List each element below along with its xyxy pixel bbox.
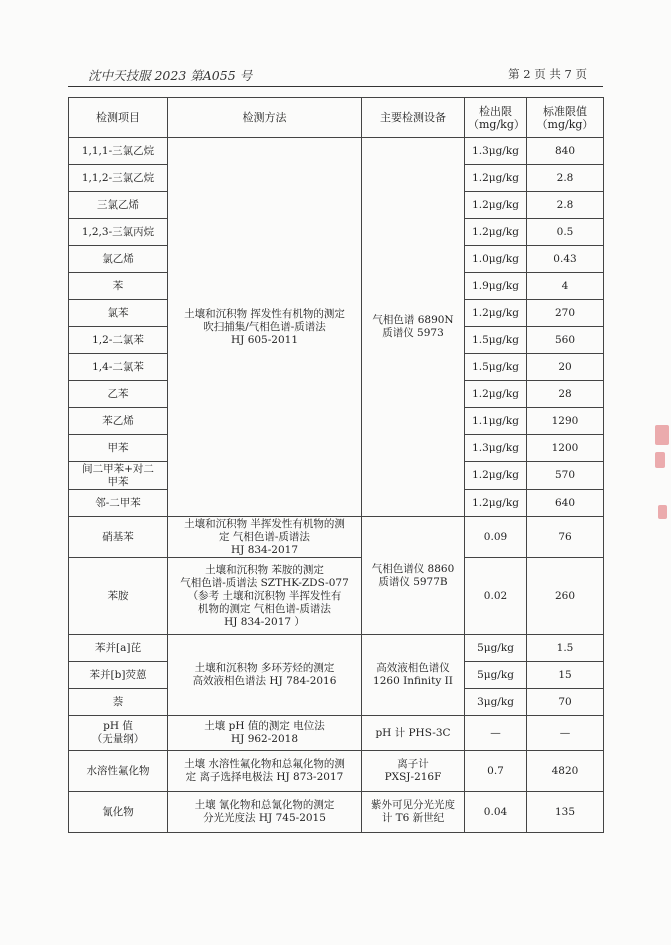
test-methods-table [68, 97, 604, 833]
seal-stamp-fragment [655, 425, 669, 445]
col-header-detection-limit: 检出限 （mg/kg） [465, 98, 527, 138]
standard-limit-cell: 15 [527, 662, 604, 689]
detection-limit-cell: 3μg/kg [465, 689, 527, 716]
detection-limit-cell: 1.2μg/kg [465, 381, 527, 408]
standard-limit-cell: 1200 [527, 435, 604, 462]
col-header-item: 检测项目 [69, 98, 168, 138]
standard-limit-cell: 840 [527, 138, 604, 165]
standard-limit-cell: 135 [527, 792, 604, 833]
item-cell: 甲苯 [69, 435, 168, 462]
equipment-cell: 高效液相色谱仪 1260 Infinity II [362, 635, 465, 716]
detection-limit-cell: 1.3μg/kg [465, 435, 527, 462]
detection-limit-cell: 1.5μg/kg [465, 354, 527, 381]
standard-limit-cell: — [527, 716, 604, 751]
equipment-cell: 气相色谱仪 8860 质谱仪 5977B [362, 517, 465, 635]
equipment-cell: 气相色谱 6890N 质谱仪 5973 [362, 138, 465, 517]
equipment-cell: 紫外可见分光光度 计 T6 新世纪 [362, 792, 465, 833]
col-header-equipment: 主要检测设备 [362, 98, 465, 138]
table-row [69, 792, 604, 833]
header-divider [68, 86, 603, 87]
item-cell: 硝基苯 [69, 517, 168, 558]
detection-limit-cell: 1.2μg/kg [465, 462, 527, 490]
equipment-cell: 离子计 PXSJ-216F [362, 751, 465, 792]
standard-limit-cell: 560 [527, 327, 604, 354]
detection-limit-cell: 1.2μg/kg [465, 219, 527, 246]
detection-limit-cell: 0.09 [465, 517, 527, 558]
standard-limit-cell: 1.5 [527, 635, 604, 662]
table-row [69, 716, 604, 751]
item-cell: 1,2,3-三氯丙烷 [69, 219, 168, 246]
item-cell: 氯乙烯 [69, 246, 168, 273]
detection-limit-cell: 1.9μg/kg [465, 273, 527, 300]
item-cell: 1,1,2-三氯乙烷 [69, 165, 168, 192]
item-cell: 氯苯 [69, 300, 168, 327]
standard-limit-cell: 76 [527, 517, 604, 558]
detection-limit-cell: 1.1μg/kg [465, 408, 527, 435]
method-cell: 土壤和沉积物 苯胺的测定 气相色谱-质谱法 SZTHK-ZDS-077 （参考 土壤和沉积物 半挥发性有 机物的测定 气相色谱-质谱法 HJ 834-2017 ） [168, 558, 362, 635]
item-cell: 苯胺 [69, 558, 168, 635]
item-cell: 氰化物 [69, 792, 168, 833]
method-cell: 土壤和沉积物 挥发性有机物的测定 吹扫捕集/气相色谱-质谱法 HJ 605-2011 [168, 138, 362, 517]
item-cell: 乙苯 [69, 381, 168, 408]
table-row [69, 635, 604, 662]
page-info: 第 2 页 共 7 页 [508, 67, 587, 81]
standard-limit-cell: 2.8 [527, 165, 604, 192]
standard-limit-cell: 2.8 [527, 192, 604, 219]
detection-limit-cell: 1.3μg/kg [465, 138, 527, 165]
standard-limit-cell: 570 [527, 462, 604, 490]
item-cell: 1,4-二氯苯 [69, 354, 168, 381]
item-cell: pH 值 （无量纲） [69, 716, 168, 751]
table-row [69, 138, 604, 165]
standard-limit-cell: 4820 [527, 751, 604, 792]
item-cell: 间二甲苯+对二 甲苯 [69, 462, 168, 490]
standard-limit-cell: 0.5 [527, 219, 604, 246]
detection-limit-cell: 1.0μg/kg [465, 246, 527, 273]
detection-limit-cell: 1.5μg/kg [465, 327, 527, 354]
detection-limit-cell: 5μg/kg [465, 635, 527, 662]
table-row [69, 751, 604, 792]
equipment-cell: pH 计 PHS-3C [362, 716, 465, 751]
detection-limit-cell: 5μg/kg [465, 662, 527, 689]
standard-limit-cell: 640 [527, 490, 604, 517]
method-cell: 土壤 氰化物和总氰化物的测定 分光光度法 HJ 745-2015 [168, 792, 362, 833]
standard-limit-cell: 1290 [527, 408, 604, 435]
standard-limit-cell: 270 [527, 300, 604, 327]
item-cell: 水溶性氟化物 [69, 751, 168, 792]
item-cell: 萘 [69, 689, 168, 716]
method-cell: 土壤 pH 值的测定 电位法 HJ 962-2018 [168, 716, 362, 751]
table-row [69, 517, 604, 558]
method-cell: 土壤和沉积物 半挥发性有机物的测 定 气相色谱-质谱法 HJ 834-2017 [168, 517, 362, 558]
detection-limit-cell: 1.2μg/kg [465, 165, 527, 192]
col-header-standard-limit: 标准限值 （mg/kg） [527, 98, 604, 138]
method-cell: 土壤 水溶性氟化物和总氟化物的测 定 离子选择电极法 HJ 873-2017 [168, 751, 362, 792]
detection-limit-cell: 1.2μg/kg [465, 490, 527, 517]
detection-limit-cell: 0.02 [465, 558, 527, 635]
detection-limit-cell: — [465, 716, 527, 751]
standard-limit-cell: 260 [527, 558, 604, 635]
seal-stamp-fragment [655, 452, 665, 468]
standard-limit-cell: 0.43 [527, 246, 604, 273]
col-header-method: 检测方法 [168, 98, 362, 138]
table-header-row [69, 98, 604, 138]
item-cell: 三氯乙烯 [69, 192, 168, 219]
seal-stamp-fragment [658, 505, 667, 519]
item-cell: 1,1,1-三氯乙烷 [69, 138, 168, 165]
detection-limit-cell: 0.04 [465, 792, 527, 833]
detection-limit-cell: 1.2μg/kg [465, 192, 527, 219]
detection-limit-cell: 0.7 [465, 751, 527, 792]
detection-limit-cell: 1.2μg/kg [465, 300, 527, 327]
item-cell: 邻-二甲苯 [69, 490, 168, 517]
method-cell: 土壤和沉积物 多环芳烃的测定 高效液相色谱法 HJ 784-2016 [168, 635, 362, 716]
item-cell: 苯乙烯 [69, 408, 168, 435]
standard-limit-cell: 4 [527, 273, 604, 300]
report-number: 沈中天技服 2023 第A055 号 [88, 68, 253, 83]
table-row [69, 558, 604, 635]
standard-limit-cell: 70 [527, 689, 604, 716]
item-cell: 苯并[a]芘 [69, 635, 168, 662]
item-cell: 1,2-二氯苯 [69, 327, 168, 354]
item-cell: 苯并[b]荧蒽 [69, 662, 168, 689]
item-cell: 苯 [69, 273, 168, 300]
standard-limit-cell: 20 [527, 354, 604, 381]
standard-limit-cell: 28 [527, 381, 604, 408]
